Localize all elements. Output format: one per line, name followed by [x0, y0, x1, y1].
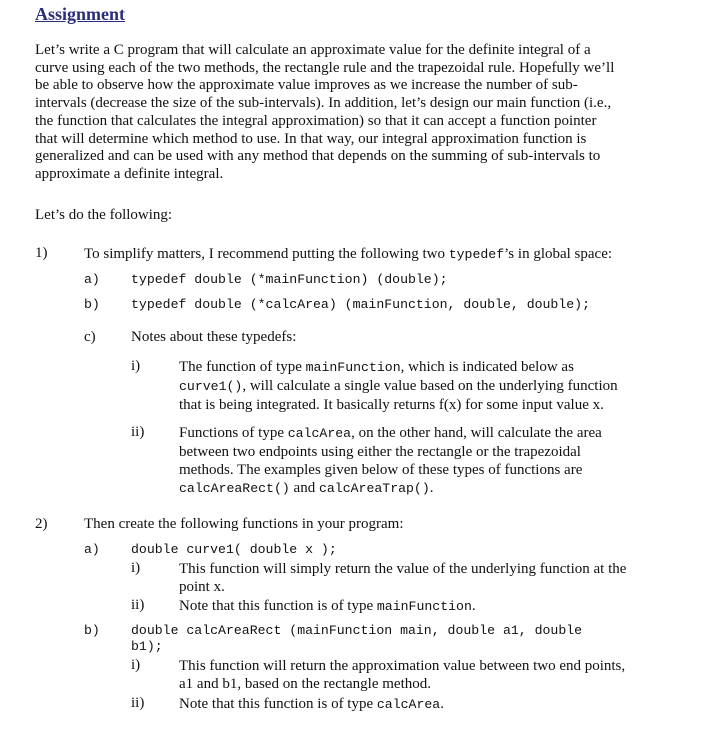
code: calcArea — [287, 426, 352, 441]
item2-text: Then create the following functions in your program: — [84, 516, 404, 532]
sub-label: a) — [84, 272, 100, 287]
sub-sub-label: i) — [131, 560, 141, 576]
code: double calcAreaRect (mainFunction main, double a1, double — [131, 623, 583, 638]
curve1-note — [179, 560, 626, 596]
text: This function will return the approximation value between two end points, — [179, 658, 626, 674]
sub-label: c) — [84, 329, 96, 345]
code: mainFunction — [376, 599, 472, 614]
sub-sub-label: ii) — [131, 597, 145, 613]
text: that is being integrated. It basically returns f(x) for some input value x. — [179, 397, 604, 413]
calcarearect-type-note — [179, 695, 444, 714]
intro-line: that will determine which method to use. In that way, our integral approximation function is — [35, 130, 587, 147]
intro-line: generalized and can be used with any method that depends on the summing of sub-intervals to — [35, 148, 601, 165]
text: point x. — [179, 579, 225, 595]
code: calcArea — [376, 697, 441, 712]
note-calcarea — [179, 424, 602, 498]
curve1-type-note — [179, 597, 476, 616]
item1-text — [84, 245, 612, 264]
intro-paragraph — [35, 42, 675, 184]
intro-line: curve using each of the two methods, the rectangle rule and the trapezoidal rule. Hopefully we’ll — [35, 59, 615, 76]
page-title: Assignment — [35, 4, 126, 24]
sub-sub-label: i) — [131, 657, 141, 673]
code: calcAreaTrap() — [318, 481, 430, 496]
text: . — [440, 696, 444, 712]
item1-code: typedef — [448, 247, 505, 262]
text: between two endpoints using either the rectangle or the trapezoidal — [179, 444, 581, 460]
sub-sub-label: ii) — [131, 695, 145, 711]
intro-line: the function that calculates the integral approximation) so that it can accept a function pointer — [35, 112, 597, 129]
text: . — [429, 480, 434, 496]
code: curve1() — [179, 379, 243, 394]
text: a1 and b1, based on the rectangle method. — [179, 676, 431, 692]
code: calcAreaRect() — [179, 481, 290, 496]
text: . — [471, 598, 476, 614]
calcarearect-note — [179, 657, 625, 693]
typedef-notes-heading: Notes about these typedefs: — [131, 329, 297, 345]
typedef-mainfunction-code: typedef double (*mainFunction) (double); — [131, 272, 448, 287]
text: Note that this function is of type — [179, 696, 377, 712]
lead-text: Let’s do the following: — [35, 207, 173, 223]
intro-line: intervals (decrease the size of the sub-intervals). In addition, let’s design our main function (i.e., — [35, 95, 612, 112]
text: , on the other hand, will calculate the area — [351, 425, 602, 441]
intro-line: approximate a definite integral. — [35, 165, 224, 182]
sub-label: a) — [84, 542, 100, 557]
intro-line: Let’s write a C program that will calculate an approximate value for the definite integral of a — [35, 42, 591, 58]
sub-label: b) — [84, 297, 100, 312]
text: The function of type — [179, 359, 306, 375]
text: This function will simply return the value of the underlying function at the — [179, 561, 627, 577]
item1-text-b: ’s in global space: — [504, 246, 613, 262]
item-number: 1) — [35, 245, 48, 261]
calcarearect-signature-code — [131, 623, 582, 655]
curve1-signature-code: double curve1( double x ); — [131, 542, 337, 557]
text: Functions of type — [179, 425, 288, 441]
sub-label: b) — [84, 623, 100, 638]
item1-text-a: To simplify matters, I recommend putting the following two — [84, 246, 449, 262]
item-number: 2) — [35, 516, 48, 532]
text: and — [289, 480, 319, 496]
code: mainFunction — [305, 360, 401, 375]
text: , will calculate a single value based on the underlying function — [242, 378, 618, 394]
intro-line: be able to observe how the approximate value improves as we increase the number of sub- — [35, 77, 578, 94]
text: , which is indicated below as — [400, 359, 574, 375]
typedef-calcarea-code: typedef double (*calcArea) (mainFunction, double, double); — [131, 297, 590, 312]
sub-sub-label: i) — [131, 358, 141, 374]
text: methods. The examples given below of these types of functions are — [179, 462, 583, 478]
text: Note that this function is of type — [179, 598, 377, 614]
note-mainfunction — [179, 358, 618, 414]
code: b1); — [131, 639, 163, 654]
sub-sub-label: ii) — [131, 424, 145, 440]
